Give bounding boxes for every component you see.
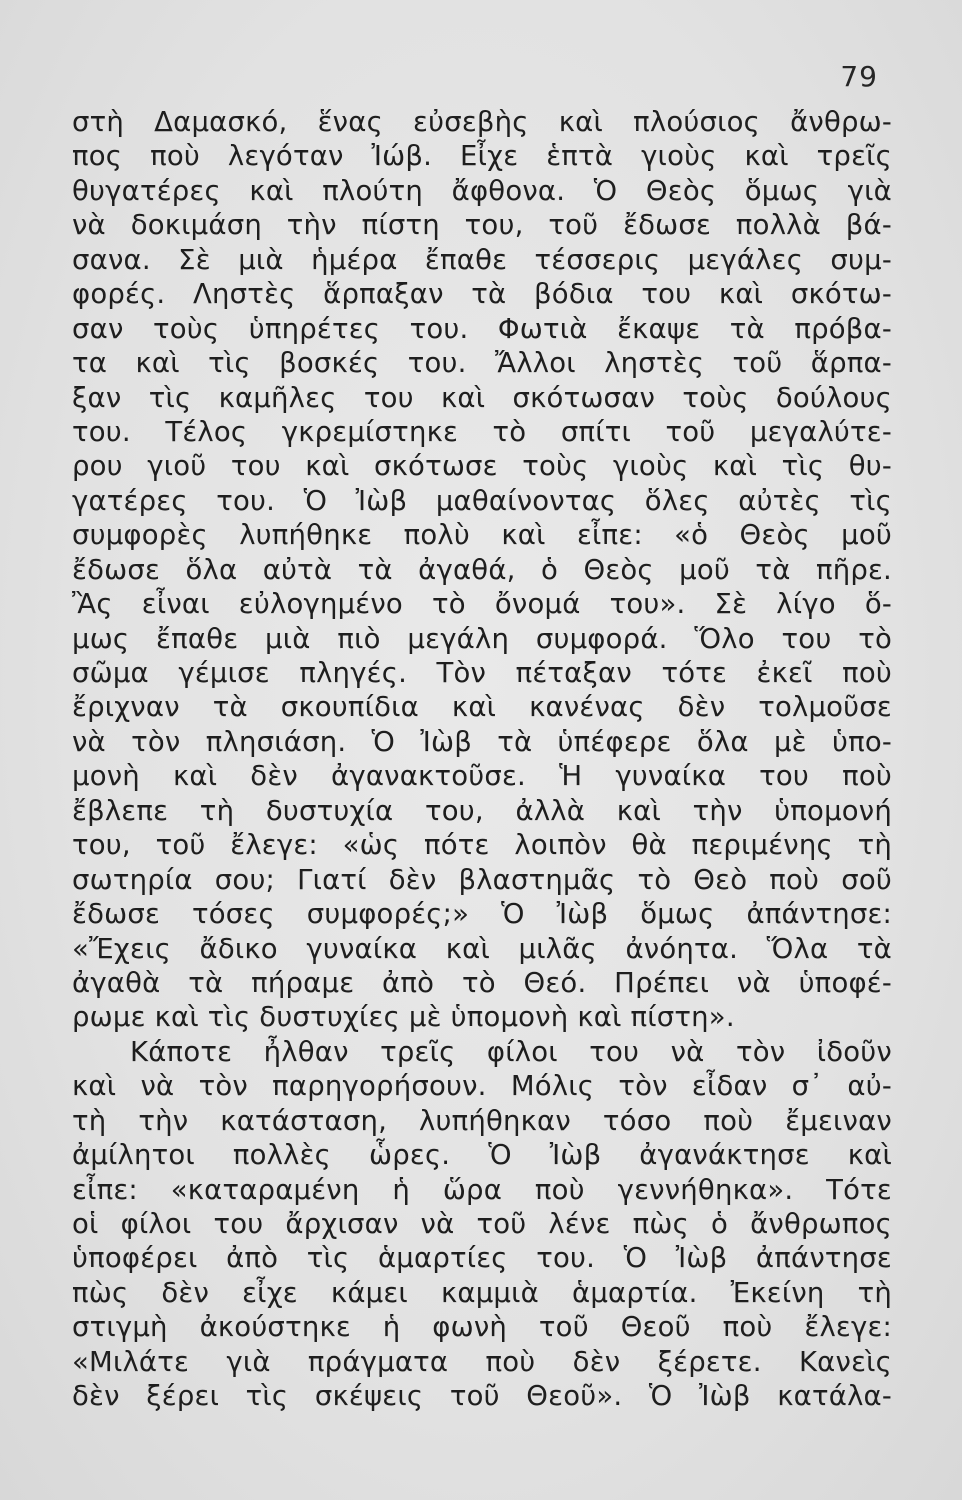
text-line: εἶπε: «καταραμένη ἡ ὥρα ποὺ γεννήθηκα». Τότε	[72, 1173, 892, 1206]
text-line: φορές. Ληστὲς ἅρπαξαν τὰ βόδια του καὶ σκότω-	[72, 278, 892, 311]
text-line: πὼς δὲν εἶχε κάμει καμμιὰ ἁμαρτία. Ἐκείνη τὴ	[72, 1276, 892, 1309]
text-line: νὰ τὸν πλησιάση. Ὁ Ἰὼβ τὰ ὑπέφερε ὅλα μὲ ὑπο-	[72, 725, 892, 758]
text-line: θυγατέρες καὶ πλούτη ἄφθονα. Ὁ Θεὸς ὅμως γιὰ	[72, 174, 892, 207]
text-line: Ἂς εἶναι εὐλογημένο τὸ ὄνομά του». Σὲ λίγο ὅ-	[72, 588, 892, 621]
text-line: μονὴ καὶ δὲν ἀγανακτοῦσε. Ἡ γυναίκα του ποὺ	[72, 760, 892, 793]
paragraph-end-line: ρωμε καὶ τὶς δυστυχίες μὲ ὑπομονὴ καὶ πίστη».	[72, 1001, 735, 1034]
text-line: νὰ δοκιμάση τὴν πίστη του, τοῦ ἔδωσε πολλὰ βά-	[72, 209, 892, 242]
text-line: ξαν τὶς καμῆλες του καὶ σκότωσαν τοὺς δούλους	[72, 381, 892, 414]
text-line: καὶ νὰ τὸν παρηγορήσουν. Μόλις τὸν εἶδαν σ᾽ αὐ-	[72, 1070, 892, 1103]
text-line: ρου γιοῦ του καὶ σκότωσε τοὺς γιοὺς καὶ τὶς θυ-	[72, 450, 892, 483]
text-line: ὑποφέρει ἀπὸ τὶς ἁμαρτίες του. Ὁ Ἰὼβ ἀπάντησε	[72, 1242, 892, 1275]
text-line: ἔριχναν τὰ σκουπίδια καὶ κανένας δὲν τολμοῦσε	[72, 691, 892, 724]
text-line: σαν τοὺς ὑπηρέτες του. Φωτιὰ ἔκαψε τὰ πρόβα-	[72, 312, 892, 345]
text-line: ἔβλεπε τὴ δυστυχία του, ἀλλὰ καὶ τὴν ὑπομονή	[72, 794, 892, 827]
text-line: ἀμίλητοι πολλὲς ὧρες. Ὁ Ἰὼβ ἀγανάκτησε καὶ	[72, 1139, 892, 1172]
text-line: του, τοῦ ἔλεγε: «ὡς πότε λοιπὸν θὰ περιμένης τὴ	[72, 829, 892, 862]
text-line: «Ἔχεις ἄδικο γυναίκα καὶ μιλᾶς ἀνόητα. Ὅλα τὰ	[72, 932, 892, 965]
text-line: οἱ φίλοι του ἄρχισαν νὰ τοῦ λένε πὼς ὁ ἄνθρωπος	[72, 1208, 892, 1240]
text-line: ἔδωσε τόσες συμφορές;» Ὁ Ἰὼβ ὅμως ἀπάντησε:	[72, 898, 892, 931]
text-line: σωτηρία σου; Γιατί δὲν βλαστημᾶς τὸ Θεὸ ποὺ σοῦ	[72, 863, 892, 896]
text-line: στιγμὴ ἀκούστηκε ἡ φωνὴ τοῦ Θεοῦ ποὺ ἔλεγε:	[72, 1311, 892, 1344]
text-line: σῶμα γέμισε πληγές. Τὸν πέταξαν τότε ἐκεῖ ποὺ	[72, 657, 892, 689]
text-body	[72, 105, 892, 1414]
text-line: ἔδωσε ὅλα αὐτὰ τὰ ἀγαθά, ὁ Θεὸς μοῦ τὰ πῆρε.	[72, 553, 892, 586]
text-line: δὲν ξέρει τὶς σκέψεις τοῦ Θεοῦ». Ὁ Ἰὼβ κατάλα-	[72, 1380, 892, 1413]
text-line: του. Τέλος γκρεμίστηκε τὸ σπίτι τοῦ μεγαλύτε-	[72, 415, 892, 448]
page-number: 79	[840, 60, 878, 93]
text-line: «Μιλάτε γιὰ πράγματα ποὺ δὲν ξέρετε. Κανεὶς	[72, 1345, 892, 1378]
text-line: ἀγαθὰ τὰ πήραμε ἀπὸ τὸ Θεό. Πρέπει νὰ ὑποφέ-	[72, 966, 892, 999]
text-line: στὴ Δαμασκό, ἕνας εὐσεβὴς καὶ πλούσιος ἄνθρω-	[72, 106, 892, 138]
paragraph-start-line: Κάποτε ἦλθαν τρεῖς φίλοι του νὰ τὸν ἰδοῦν	[130, 1035, 892, 1068]
text-line: γατέρες του. Ὁ Ἰὼβ μαθαίνοντας ὅλες αὐτὲς τὶς	[72, 484, 892, 517]
text-line: σανα. Σὲ μιὰ ἡμέρα ἔπαθε τέσσερις μεγάλες συμ-	[72, 243, 892, 276]
text-line: μως ἔπαθε μιὰ πιὸ μεγάλη συμφορά. Ὅλο του τὸ	[72, 622, 892, 655]
text-line: συμφορὲς λυπήθηκε πολὺ καὶ εἶπε: «ὁ Θεὸς μοῦ	[72, 519, 892, 552]
text-line: τὴ τὴν κατάσταση, λυπήθηκαν τόσο ποὺ ἔμειναν	[72, 1104, 892, 1137]
text-line: τα καὶ τὶς βοσκές του. Ἄλλοι ληστὲς τοῦ ἅρπα-	[72, 347, 892, 380]
text-line: πος ποὺ λεγόταν Ἰώβ. Εἶχε ἑπτὰ γιοὺς καὶ τρεῖς	[72, 140, 892, 173]
